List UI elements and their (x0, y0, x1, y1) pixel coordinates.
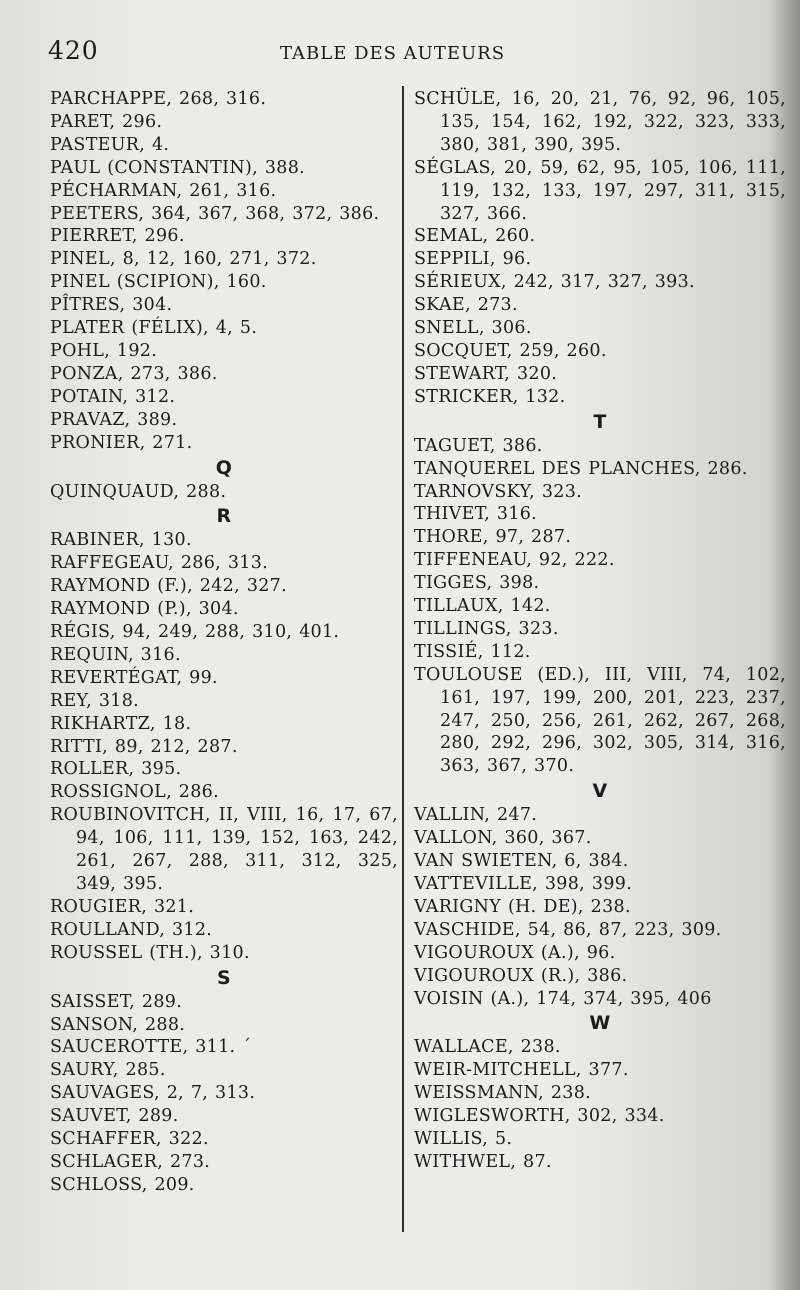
index-entry: SCHLOSS, 209. (50, 1174, 195, 1195)
index-entry: VALLIN, 247. (414, 805, 538, 826)
index-entry: RAFFEGEAU, 286, 313. (50, 553, 269, 574)
index-entry: SAUVET, 289. (50, 1106, 179, 1127)
index-entry: PEETERS, 364, 367, 368, 372, 386. (50, 203, 380, 224)
index-entry: TIFFENEAU, 92, 222. (414, 550, 615, 571)
index-entry: TANQUEREL DES PLANCHES, 286. (414, 458, 748, 479)
index-entry: THIVET, 316. (414, 504, 538, 525)
index-entry: PIERRET, 296. (50, 226, 185, 247)
index-entry: SAUVAGES, 2, 7, 313. (50, 1083, 256, 1104)
index-entry: WIGLESWORTH, 302, 334. (414, 1106, 665, 1127)
index-entry: WEIR-MITCHELL, 377. (414, 1060, 629, 1081)
index-entry: WALLACE, 238. (414, 1037, 561, 1058)
index-entry: ROUGIER, 321. (50, 896, 195, 917)
index-entry: TOULOUSE (ED.), III, VIII, 74, 102, 161, 197, 199, 200, 201, 223, 237, 247, 250, 256, 261, 262, 267, 268, 280, 292, 296, 302, 305, 314, 316, 363, 367, 370. (414, 664, 786, 777)
index-entry: REY, 318. (50, 690, 140, 711)
index-entry: RIKHARTZ, 18. (50, 713, 192, 734)
index-entry: PASTEUR, 4. (50, 134, 170, 155)
index-entry: STEWART, 320. (414, 363, 558, 384)
index-entry: SEMAL, 260. (414, 226, 536, 247)
index-entry: WITHWEL, 87. (414, 1151, 552, 1172)
index-entry: SEPPILI, 96. (414, 249, 532, 270)
index-entry: PINEL (SCIPION), 160. (50, 272, 267, 293)
left-index-column (50, 88, 398, 1197)
index-entry: WEISSMANN, 238. (414, 1083, 591, 1104)
index-entry: REVERTÉGAT, 99. (50, 667, 218, 688)
section-letter: W (589, 1012, 611, 1035)
section-letter: R (216, 505, 232, 528)
section-letter: S (217, 966, 231, 989)
index-entry: ROULLAND, 312. (50, 919, 213, 940)
index-entry: SÉRIEUX, 242, 317, 327, 393. (414, 272, 695, 293)
index-entry: RABINER, 130. (50, 530, 192, 551)
index-entry: SCHAFFER, 322. (50, 1129, 209, 1150)
index-entry: SCHLAGER, 273. (50, 1151, 211, 1172)
right-index-column (414, 88, 786, 1174)
index-entry: VIGOUROUX (A.), 96. (414, 942, 616, 963)
index-entry: VOISIN (A.), 174, 374, 395, 406 (414, 988, 712, 1009)
index-entry: ROSSIGNOL, 286. (50, 782, 219, 803)
index-entry: SOCQUET, 259, 260. (414, 340, 607, 361)
index-entry: PARCHAPPE, 268, 316. (50, 89, 267, 109)
index-entry: VARIGNY (H. DE), 238. (414, 896, 631, 917)
index-entry: REQUIN, 316. (50, 644, 181, 665)
index-entry: STRICKER, 132. (414, 386, 566, 407)
index-entry: VATTEVILLE, 398, 399. (414, 874, 633, 894)
index-entry: TAGUET, 386. (414, 435, 543, 456)
index-entry: VIGOUROUX (R.), 386. (414, 965, 628, 986)
index-entry: TARNOVSKY, 323. (414, 481, 582, 502)
index-entry: PÉCHARMAN, 261, 316. (50, 180, 277, 201)
index-entry: VASCHIDE, 54, 86, 87, 223, 309. (414, 919, 722, 940)
index-entry: POHL, 192. (50, 340, 158, 361)
index-entry: PÎTRES, 304. (50, 295, 173, 316)
index-entry: TILLAUX, 142. (414, 596, 551, 617)
index-entry: QUINQUAUD, 288. (50, 481, 227, 502)
index-entry: RAYMOND (F.), 242, 327. (50, 576, 287, 597)
index-entry: ROUBINOVITCH, II, VIII, 16, 17, 67, 94, 106, 111, 139, 152, 163, 242, 261, 267, 288, 311, 312, 325, 349, 395. (50, 805, 398, 894)
index-entry: THORE, 97, 287. (414, 527, 572, 548)
index-entry: RAYMOND (P.), 304. (50, 599, 239, 620)
index-entry: ROUSSEL (TH.), 310. (50, 942, 250, 963)
index-entry: SAUCEROTTE, 311. ´ (50, 1037, 252, 1058)
section-letter: T (593, 410, 607, 433)
index-entry: PARET, 296. (50, 111, 163, 132)
index-entry: SÉGLAS, 20, 59, 62, 95, 105, 106, 111, 119, 132, 133, 197, 297, 311, 315, 327, 366. (414, 157, 786, 224)
index-entry: PONZA, 273, 386. (50, 363, 218, 384)
column-divider (402, 86, 404, 1232)
running-title: TABLE DES AUTEURS (280, 43, 506, 64)
index-entry: TILLINGS, 323. (414, 618, 559, 639)
index-entry: PLATER (FÉLIX), 4, 5. (50, 318, 258, 339)
index-entry: RITTI, 89, 212, 287. (50, 736, 238, 757)
index-entry: PINEL, 8, 12, 160, 271, 372. (50, 249, 317, 270)
index-entry: SNELL, 306. (414, 318, 532, 339)
index-entry: SKAE, 273. (414, 295, 518, 316)
index-entry: POTAIN, 312. (50, 386, 176, 407)
index-entry: RÉGIS, 94, 249, 288, 310, 401. (50, 622, 340, 643)
index-entry: SCHÜLE, 16, 20, 21, 76, 92, 96, 105, 135, 154, 162, 192, 322, 323, 333, 380, 381, 390, 395. (414, 89, 786, 155)
index-entry: WILLIS, 5. (414, 1129, 513, 1150)
index-entry: PRONIER, 271. (50, 432, 193, 453)
index-entry: SAURY, 285. (50, 1060, 166, 1081)
section-letter: Q (215, 456, 233, 479)
index-entry: TISSIÉ, 112. (414, 641, 531, 662)
index-entry: PAUL (CONSTANTIN), 388. (50, 157, 305, 178)
index-entry: VAN SWIETEN, 6, 384. (414, 851, 629, 872)
index-entry: SANSON, 288. (50, 1014, 186, 1035)
index-entry: SAISSET, 289. (50, 991, 183, 1012)
index-entry: VALLON, 360, 367. (414, 828, 592, 849)
page-number: 420 (48, 36, 99, 65)
index-entry: ROLLER, 395. (50, 759, 182, 780)
index-entry: PRAVAZ, 389. (50, 409, 178, 430)
index-entry: TIGGES, 398. (414, 573, 540, 594)
section-letter: V (592, 780, 608, 803)
